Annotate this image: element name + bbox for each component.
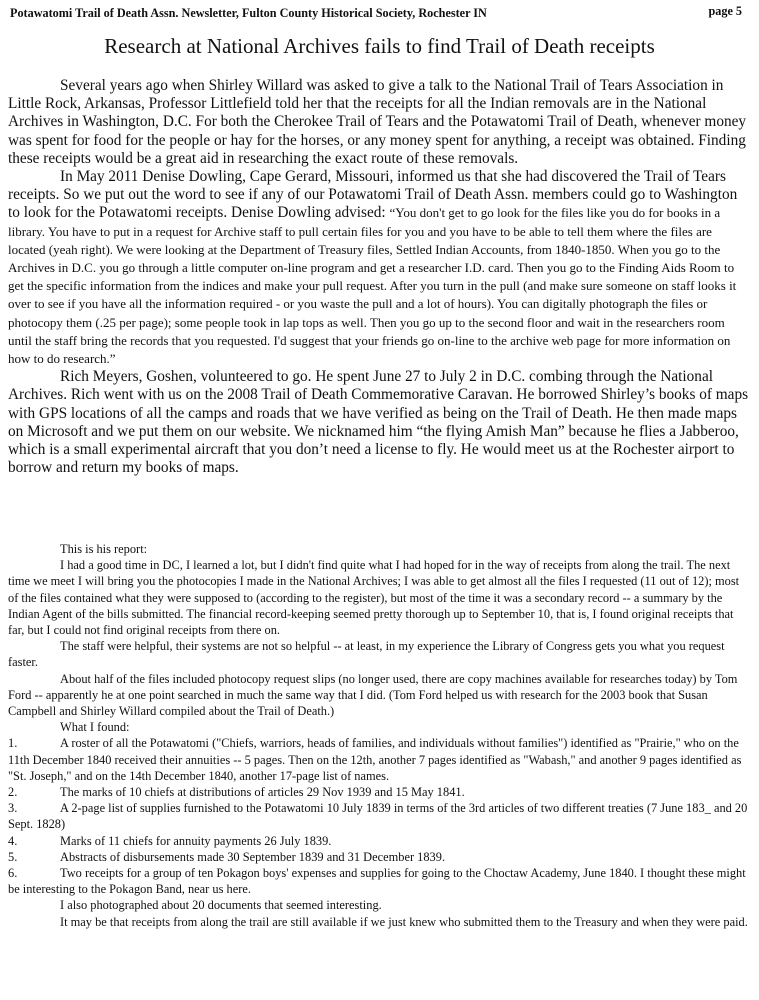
list-item-number: 3. xyxy=(8,801,18,816)
report-paragraph: About half of the files included photocopy request slips (no longer used, there are copy machines available for researches today) by Tom Ford -- apparently he at one point searched in much the same way that I did. (Tom Ford helped us with research for the 2003 book that Susan Campbell and Shirley Willard compiled about the Trail of Death.) xyxy=(8,671,738,719)
article-paragraph: Rich Meyers, Goshen, volunteered to go. He spent June 27 to July 2 in D.C. combing through the National Archives. Rich went with us on the 2008 Trail of Death Commemorative Caravan. He borrowed Shirley’s books of maps with GPS locations of all the camps and roads that we have verified as being on the Trail of Death. He then made maps on Microsoft and we put them on our website. We nicknamed him “the flying Amish Man” because he flies a Jabberoo, which is a small experimental aircraft that you don’t need a license to fly. He would meet us at the Rochester airport to borrow and return my books of maps. xyxy=(8,368,749,477)
article-paragraph xyxy=(8,168,750,368)
report-paragraph: What I found: xyxy=(60,720,130,735)
report-intro: This is his report: xyxy=(60,542,148,556)
article-body xyxy=(8,77,750,477)
list-item-text: The marks of 10 chiefs at distributions of articles 29 Nov 1939 and 15 May 1841. xyxy=(60,785,465,800)
list-item-number: 5. xyxy=(8,849,18,864)
list-item xyxy=(8,865,750,897)
list-item-text: A 2-page list of supplies furnished to the Potawatomi 10 July 1839 in terms of the 3rd articles of two different treaties (7 June 183_ and 20 Sept. 1828) xyxy=(8,801,748,832)
report-paragraph: I had a good time in DC, I learned a lot, but I didn't find quite what I had hoped for in the way of receipts from along the trail. The next time we meet I will bring you the photocopies I made in the National Archives; I was able to get almost all the files I requested (11 out of 12); most of the files contained what they were supposed to (according to the register), but most of the time it was a secondary record -- a summary by the Indian Agent of the bills submitted. The financial record-keeping seemed pretty thorough up to September 10, that is, I found original receipts that far, but I could not find original receipts from there on. xyxy=(8,558,740,638)
list-item-text: Two receipts for a group of ten Pokagon boys' expenses and supplies for going to the Choctaw Academy, June 1840. I thought these might be interesting to the Pokagon Band, near us here. xyxy=(8,866,746,897)
page-number: page 5 xyxy=(708,4,742,18)
report-paragraph: The staff were helpful, their systems are not so helpful -- at least, in my experience the Library of Congress gets you what you request faster. xyxy=(8,639,725,670)
findings-list xyxy=(8,735,750,897)
list-item-text: Abstracts of disbursements made 30 September 1839 and 31 December 1839. xyxy=(60,849,446,864)
dowling-quote: “You don't get to go look for the files like you do for books in a library. You have to put in a request for Archive staff to pull certain files for you and you have to be able to tell them where the files are located (yeah right). We were looking at the Department of Treasury files, Settled Indian Accounts, from 1840-1850. When you go to the Archives in D.C. you go through a little computer on-line program and get a researcher I.D. card. Then you go to the Finding Aids Room to get the specific information from the indices and make your pull request. After you turn in the pull (and make sure someone on staff looks it over to see if you have all the information required - or you waste the pull and a lot of hours). You can digitally photograph the files or photocopy them (.25 per page); some people took in lap tops as well. Then you go up to the second floor and wait in the researchers room until the staff bring the records that you requested. I'd suggest that your friends go on-line to the archive web page for more information on how to do research.” xyxy=(8,205,737,367)
article-title: Research at National Archives fails to find Trail of Death receipts xyxy=(104,34,655,58)
article-paragraph-lead: In May 2011 Denise Dowling, Cape Gerard, Missouri, informed us that she had discovered the Trail of Tears receipts. So we put out the word to see if any of our Potawatomi Trail of Death Assn. members could go to Washington to look for the Potawatomi receipts. Denise Dowling advised: xyxy=(8,168,738,222)
list-item xyxy=(8,784,750,800)
report-closing: It may be that receipts from along the trail are still available if we just knew who submitted them to the Treasury and when they were paid. xyxy=(60,914,748,929)
list-item-text: Marks of 11 chiefs for annuity payments 26 July 1839. xyxy=(60,833,332,848)
list-item xyxy=(8,735,750,784)
running-title: Potawatomi Trail of Death Assn. Newsletter, Fulton County Historical Society, Rochester IN xyxy=(10,6,487,20)
report-closing: I also photographed about 20 documents that seemed interesting. xyxy=(60,898,382,913)
list-item-text: A roster of all the Potawatomi ("Chiefs, warriors, heads of families, and individuals without families") identified as "Prairie," who on the 11th December 1840 received their annuities -- 5 pages. Then on the 12th, another 7 pages identified as "Wabash," and another 9 pages identified as "St. Joseph," and on the 14th December 1840, another 17-page list of names. xyxy=(8,736,742,783)
list-item xyxy=(8,833,750,849)
list-item-number: 4. xyxy=(8,833,18,848)
list-item xyxy=(8,800,750,832)
article-paragraph: Several years ago when Shirley Willard was asked to give a talk to the National Trail of Tears Association in Little Rock, Arkansas, Professor Littlefield told her that the receipts for all the Indian removals are in the National Archives in Washington, D.C. For both the Cherokee Trail of Tears and the Potawatomi Trail of Death, whenever money was spent for food for the people or hay for the horses, or any money spent for anything, a receipt was obtained. Finding these receipts would be a great aid in researching the exact route of these removals. xyxy=(8,77,747,167)
list-item-number: 2. xyxy=(8,785,18,800)
list-item xyxy=(8,849,750,865)
list-item-number: 1. xyxy=(8,736,18,751)
list-item-number: 6. xyxy=(8,866,18,881)
report-section xyxy=(8,541,750,930)
